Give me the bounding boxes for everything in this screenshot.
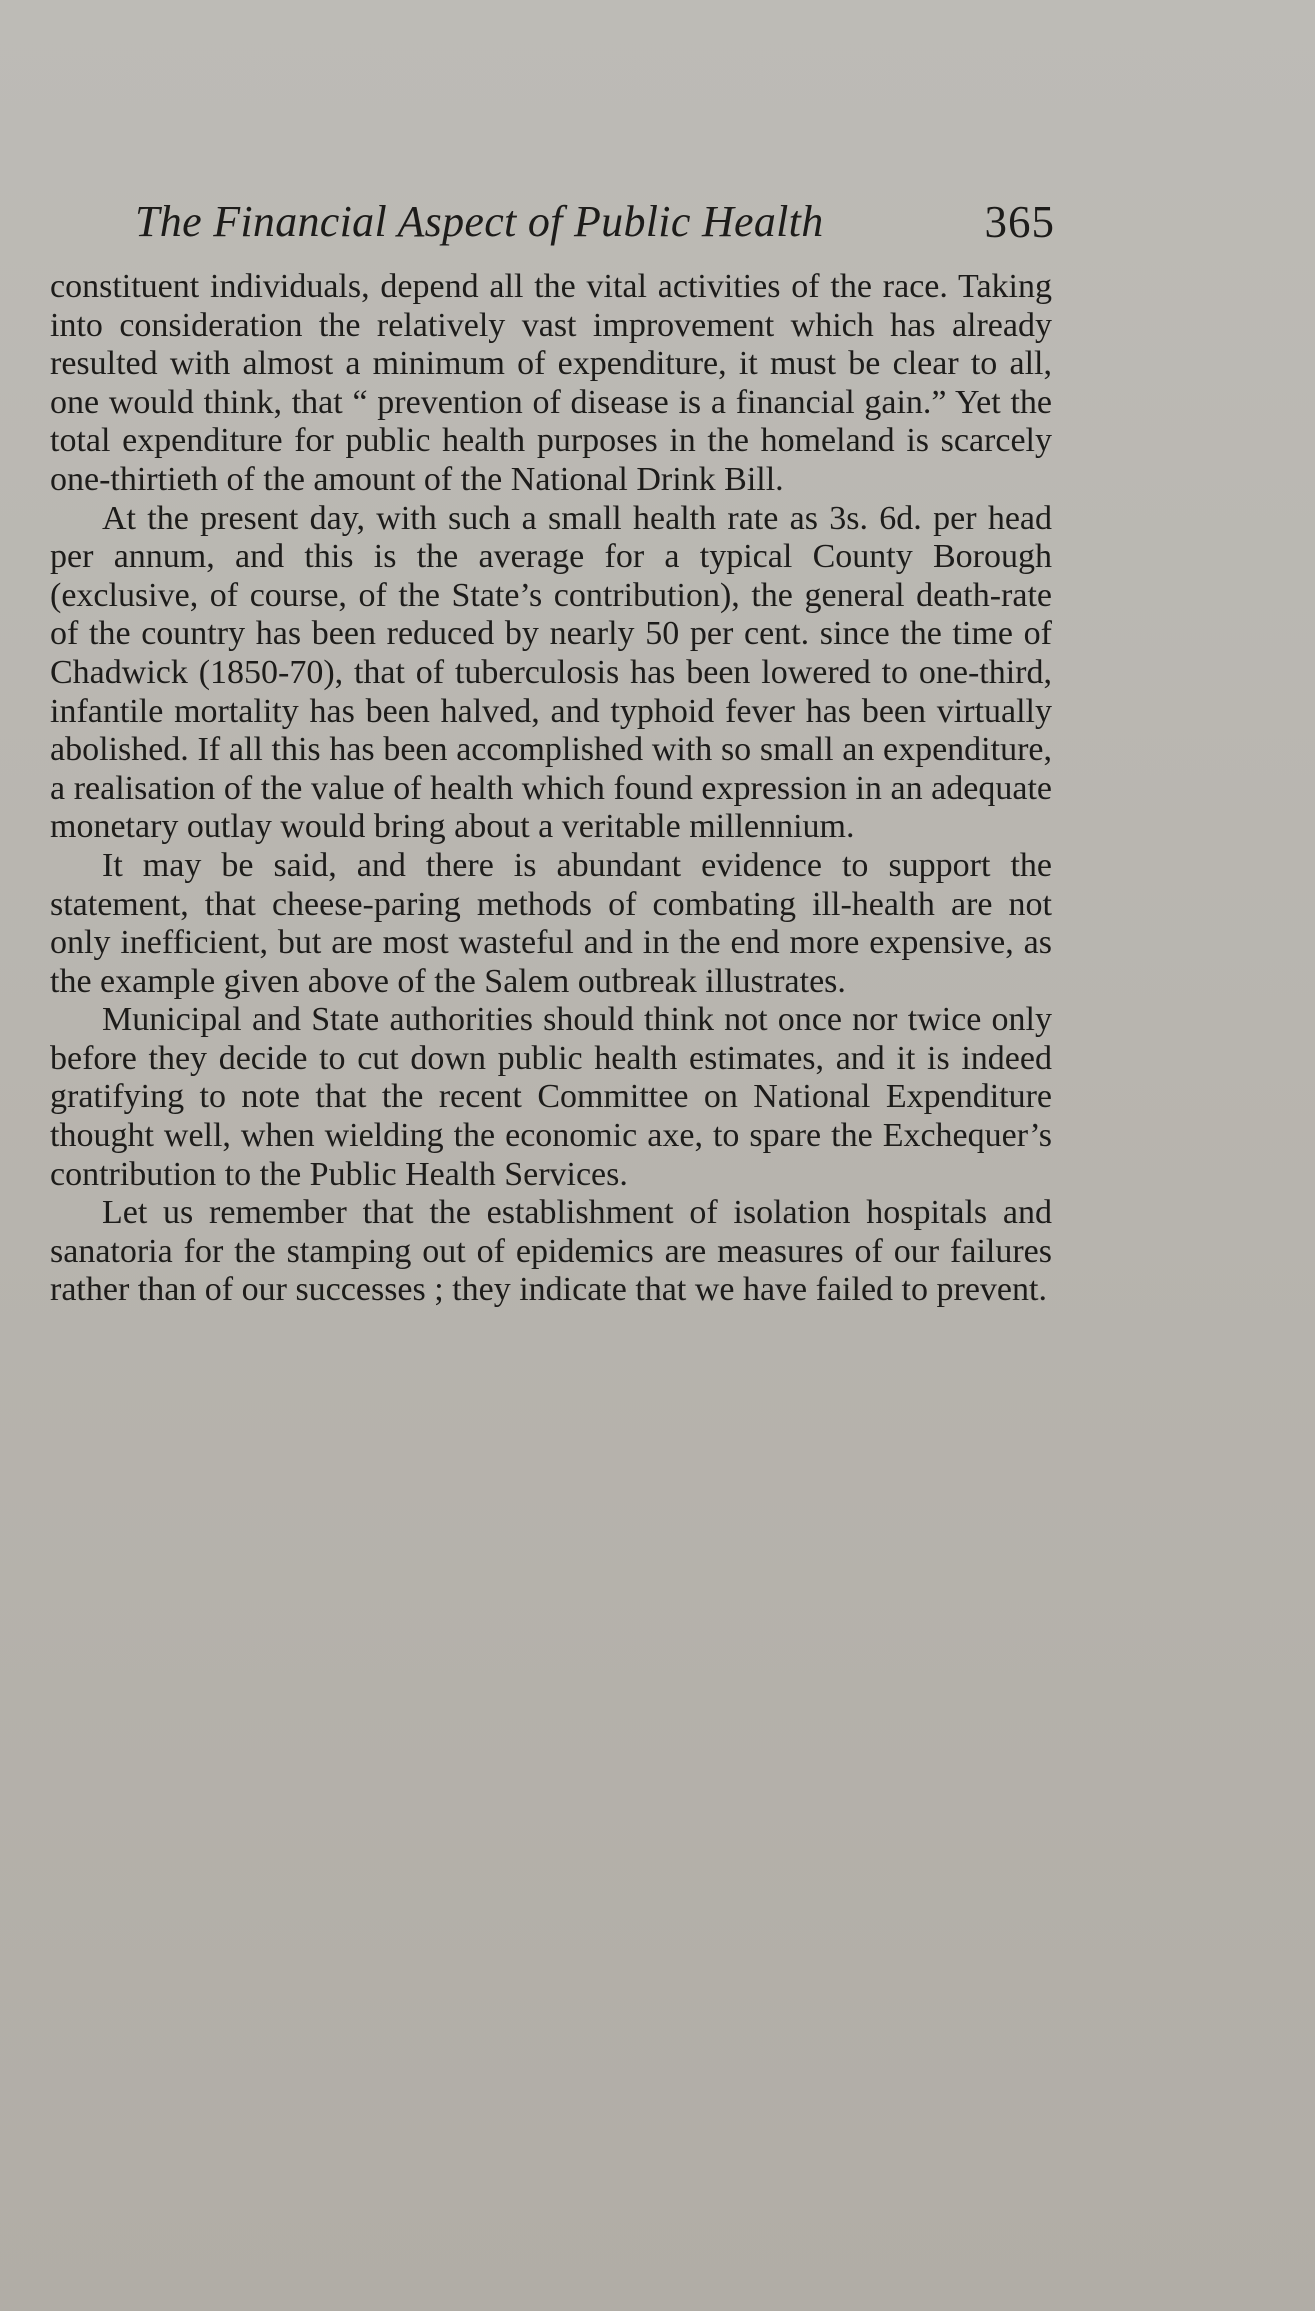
paragraph: Municipal and State authorities should think not once nor twice only before they decide to cut down public health estimates, and it is indeed gratifying to note that the recent Committee on National Expenditure thought well, when wielding the economic axe, to spare the Exchequer’s contribution to the Public Health Services.: [50, 1001, 1052, 1193]
paragraph-continued: constituent individuals, depend all the vital activities of the race. Taking into consideration the relatively vast improvement which has already resulted with almost a minimum of expenditure, it must be clear to all, one would think, that “ prevention of disease is a financial gain.” Yet the total expenditure for public health purposes in the homeland is scarcely one-thirtieth of the amount of the National Drink Bill.: [50, 268, 1052, 498]
running-title: The Financial Aspect of Public Health: [135, 197, 824, 246]
paragraph: Let us remember that the establishment of isolation hospitals and sanatoria for the stamping out of epidemics are measures of our failures rather than of our successes ; they indicate that we have failed to prevent.: [50, 1194, 1052, 1309]
running-head: [135, 192, 1055, 252]
paragraph: At the present day, with such a small health rate as 3s. 6d. per head per annum, and this is the average for a typical County Borough (exclusive, of course, of the State’s contribution), the general death-rate of the country has been reduced by nearly 50 per cent. since the time of Chadwick (1850-70), that of tuberculosis has been lowered to one-third, infantile mortality has been halved, and typhoid fever has been virtually abolished. If all this has been accomplished with so small an expenditure, a realisation of the value of health which found expression in an adequate monetary outlay would bring about a veritable millennium.: [50, 499, 1052, 846]
paragraph: It may be said, and there is abundant evidence to support the statement, that cheese-paring methods of combating ill-health are not only inefficient, but are most wasteful and in the end more expensive, as the example given above of the Salem outbreak illustrates.: [50, 846, 1052, 1000]
page-number: 365: [984, 197, 1055, 247]
body-text: [50, 268, 1052, 1310]
